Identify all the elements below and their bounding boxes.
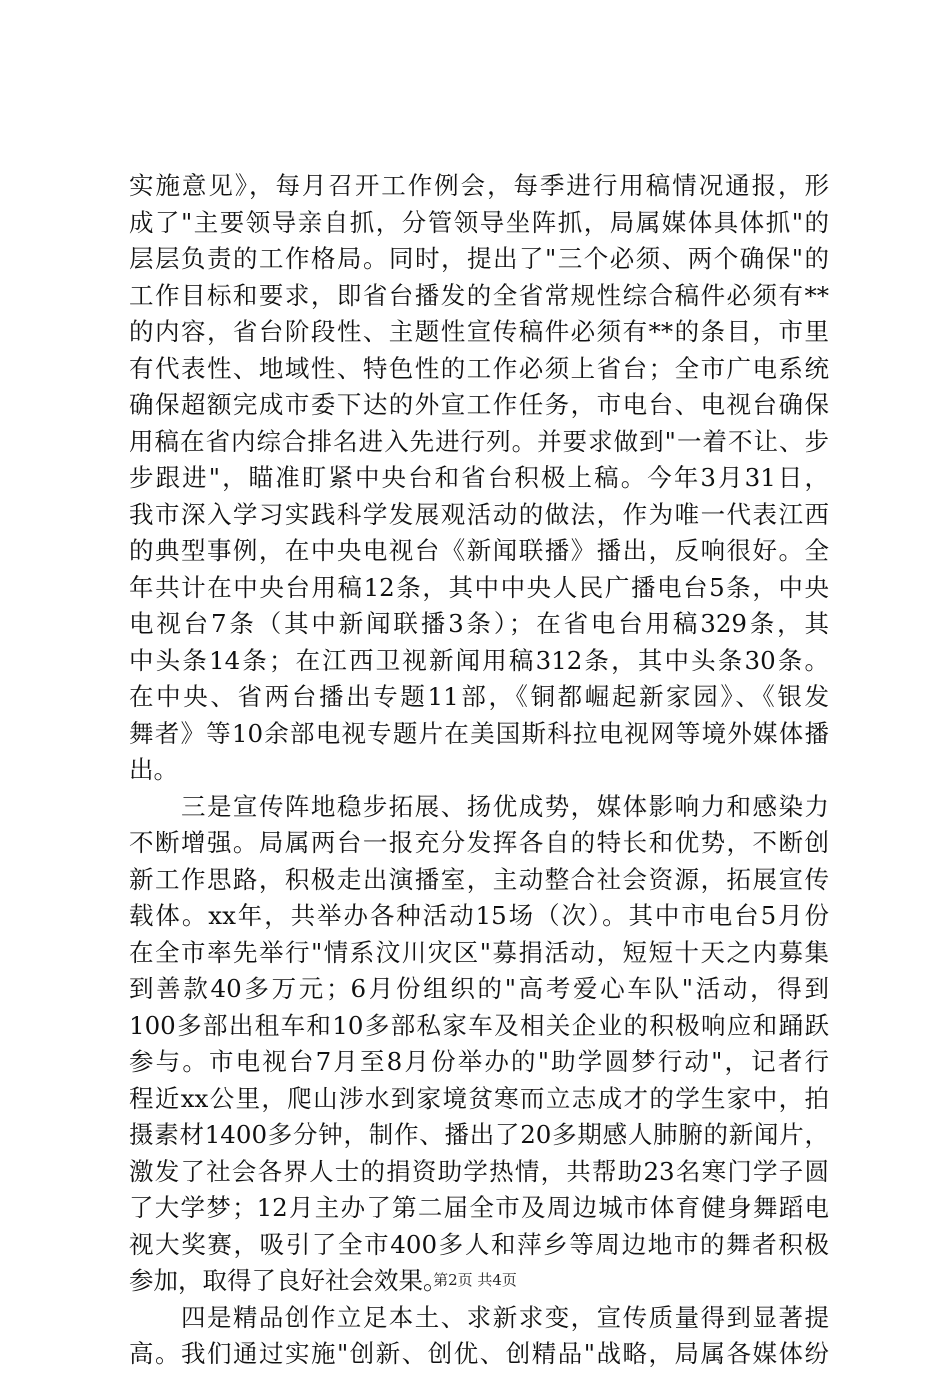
text-line: 工作目标和要求，即省台播发的全省常规性综合稿件必须有** (129, 280, 829, 310)
text-line: 用稿在省内综合排名进入先进行列。并要求做到"一着不让、步 (129, 426, 829, 456)
text-line: 参与。市电视台7月至8月份举办的"助学圆梦行动"，记者行 (129, 1047, 829, 1076)
body-text (129, 168, 829, 1373)
text-line: 了大学梦；12月主办了第二届全市及周边城市体育健身舞蹈电 (129, 1193, 829, 1222)
text-line: 我市深入学习实践科学发展观活动的做法，作为唯一代表江西 (129, 499, 829, 529)
text-line: 的典型事例，在中央电视台《新闻联播》播出，反响很好。全 (129, 536, 829, 565)
text-line: 舞者》等10余部电视专题片在美国斯科拉电视网等境外媒体播 (129, 718, 829, 748)
text-line: 四是精品创作立足本土、求新求变，宣传质量得到显著提 (129, 1302, 829, 1332)
text-line: 层层负责的工作格局。同时，提出了"三个必须、两个确保"的 (129, 244, 829, 273)
page-footer: 第2页 共4页 (433, 1271, 517, 1289)
text-line: 确保超额完成市委下达的外宣工作任务，市电台、电视台确保 (129, 390, 829, 419)
text-line: 视大奖赛，吸引了全市400多人和萍乡等周边地市的舞者积极 (129, 1229, 829, 1259)
text-line: 摄素材1400多分钟，制作、播出了20多期感人肺腑的新闻片， (129, 1120, 829, 1149)
text-line: 步跟进"，瞄准盯紧中央台和省台积极上稿。今年3月31日， (129, 463, 829, 492)
text-line: 成了"主要领导亲自抓，分管领导坐阵抓，局属媒体具体抓"的 (129, 207, 829, 237)
text-line: 参加，取得了良好社会效果。 (129, 1266, 448, 1295)
text-line: 不断增强。局属两台一报充分发挥各自的特长和优势，不断创 (129, 828, 829, 857)
text-line: 三是宣传阵地稳步拓展、扬优成势，媒体影响力和感染力 (129, 791, 829, 821)
text-line: 在中央、省两台播出专题11部，《铜都崛起新家园》、《银发 (129, 682, 829, 711)
text-line: 电视台7条（其中新闻联播3条）；在省电台用稿329条，其 (129, 609, 829, 638)
text-line: 高。我们通过实施"创新、创优、创精品"战略，局属各媒体纷 (129, 1339, 829, 1368)
text-line: 载体。xx年，共举办各种活动15场（次）。其中市电台5月份 (129, 901, 829, 930)
text-line: 有代表性、地域性、特色性的工作必须上省台；全市广电系统 (129, 353, 829, 383)
text-line: 中头条14条；在江西卫视新闻用稿312条，其中头条30条。 (129, 645, 829, 675)
text-line: 新工作思路，积极走出演播室，主动整合社会资源，拓展宣传 (129, 864, 829, 894)
text-line: 到善款40多万元；6月份组织的"高考爱心车队"活动，得到 (129, 974, 829, 1003)
text-line: 实施意见》，每月召开工作例会，每季进行用稿情况通报，形 (129, 171, 829, 200)
text-line: 程近xx公里，爬山涉水到家境贫寒而立志成才的学生家中，拍 (129, 1083, 829, 1113)
text-line: 在全市率先举行"情系汶川灾区"募捐活动，短短十天之内募集 (129, 937, 829, 967)
text-line: 100多部出租车和10多部私家车及相关企业的积极响应和踊跃 (129, 1010, 829, 1040)
text-line: 的内容，省台阶段性、主题性宣传稿件必须有**的条目，市里 (129, 317, 829, 346)
text-line: 激发了社会各界人士的捐资助学热情，共帮助23名寒门学子圆 (129, 1156, 829, 1186)
text-line: 年共计在中央台用稿12条，其中中央人民广播电台5条，中央 (129, 572, 829, 602)
text-line: 出。 (129, 755, 178, 784)
